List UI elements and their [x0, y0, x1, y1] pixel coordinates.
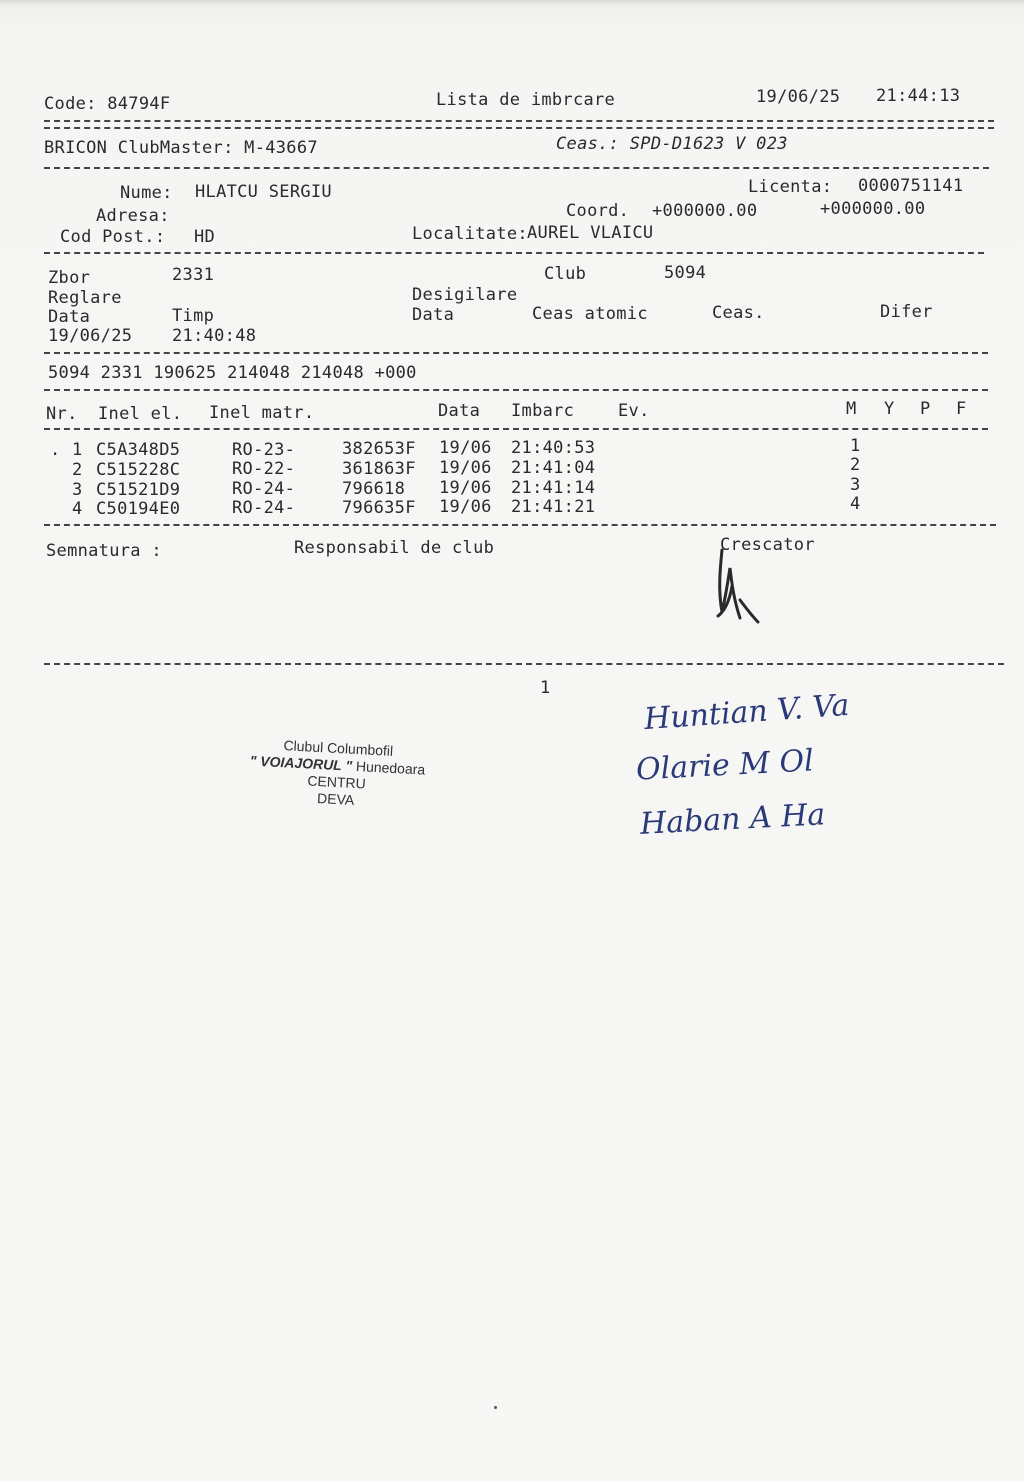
stamp-line-2b: Hunedoara	[355, 757, 426, 778]
clock-id: Ceas.: SPD-D1623 V 023	[556, 134, 788, 154]
data2-label: Data	[412, 305, 455, 325]
row-prefix: .	[50, 440, 61, 460]
divider	[44, 389, 988, 391]
col-y: Y	[884, 399, 895, 419]
stamp-line-3: CENTRU	[307, 772, 367, 792]
row-m: 3	[850, 475, 861, 495]
col-data: Data	[438, 401, 481, 421]
reglare-label: Reglare	[48, 288, 122, 308]
crescator-label: Crescator	[720, 535, 815, 555]
member-name: HLATCU SERGIU	[195, 182, 332, 202]
col-ev: Ev.	[618, 401, 650, 421]
divider	[44, 252, 984, 254]
row-data: 19/06	[439, 497, 492, 517]
code-label: Code: 84794F	[44, 94, 171, 114]
reglare-date: 19/06/25	[48, 326, 133, 346]
stamp-line-4: DEVA	[316, 790, 355, 808]
col-imbarc: Imbarc	[511, 401, 575, 421]
code-line: 5094 2331 190625 214048 214048 +000	[48, 363, 417, 383]
page-number: 1	[540, 678, 551, 698]
club-value: 5094	[664, 263, 707, 283]
zbor-value: 2331	[172, 265, 215, 285]
row-inel-b: 796635F	[342, 498, 416, 518]
locality-value: AUREL VLAICU	[527, 223, 654, 243]
row-data: 19/06	[439, 438, 492, 458]
row-m: 1	[850, 436, 861, 456]
row-nr: 3	[72, 480, 83, 500]
address-label: Adresa:	[96, 206, 170, 226]
difer-label: Difer	[880, 302, 933, 322]
row-inel-el: C50194E0	[96, 499, 181, 519]
row-data: 19/06	[439, 478, 492, 498]
col-inel-matr: Inel matr.	[209, 403, 315, 423]
club-label: Club	[544, 264, 587, 284]
speck	[494, 1406, 497, 1409]
row-inel-a: RO-24-	[232, 498, 296, 518]
club-stamp	[230, 735, 443, 814]
breeder-signature	[700, 540, 780, 630]
row-inel-el: C5A348D5	[96, 440, 181, 460]
divider	[44, 120, 994, 122]
divider	[44, 352, 988, 354]
row-time: 21:41:14	[511, 478, 596, 498]
timp-label: Timp	[172, 306, 215, 326]
row-inel-b: 796618	[342, 479, 406, 499]
semnatura-label: Semnatura :	[46, 541, 162, 561]
row-data: 19/06	[439, 458, 492, 478]
postcode-label: Cod Post.:	[60, 227, 166, 247]
col-f: F	[956, 399, 967, 419]
reglare-time: 21:40:48	[172, 326, 257, 346]
divider	[44, 428, 988, 430]
responsabil-label: Responsabil de club	[294, 538, 495, 558]
coord-y: +000000.00	[820, 199, 926, 219]
row-inel-a: RO-24-	[232, 479, 296, 499]
name-label: Nume:	[120, 183, 173, 203]
divider	[44, 663, 1004, 665]
row-m: 4	[850, 494, 861, 514]
row-inel-a: RO-23-	[232, 440, 296, 460]
system-id: BRICON ClubMaster: M-43667	[44, 138, 318, 158]
coord-x: +000000.00	[652, 201, 758, 221]
col-m: M	[846, 399, 857, 419]
divider	[44, 167, 989, 169]
row-inel-a: RO-22-	[232, 459, 296, 479]
row-time: 21:41:21	[511, 497, 596, 517]
postcode-value: HD	[194, 227, 216, 247]
desigilare-label: Desigilare	[412, 285, 518, 305]
stamp-line-1: Clubul Columbofil	[283, 737, 394, 759]
zbor-label: Zbor	[48, 268, 91, 288]
row-inel-el: C51521D9	[96, 480, 181, 500]
row-inel-b: 361863F	[342, 459, 416, 479]
ceas-label: Ceas.	[712, 303, 765, 323]
licence-label: Licenta:	[748, 177, 833, 197]
row-inel-el: C515228C	[96, 460, 181, 480]
ceas-atomic-label: Ceas atomic	[532, 304, 648, 324]
licence-number: 0000751141	[858, 176, 964, 196]
stamp-line-2: " VOIAJORUL "	[249, 752, 353, 774]
col-nr: Nr.	[46, 404, 78, 424]
row-inel-b: 382653F	[342, 439, 416, 459]
col-inel-el: Inel el.	[98, 404, 183, 424]
divider	[44, 127, 994, 129]
handwritten-line-2: Olarie M Ol	[635, 743, 815, 788]
locality-label: Localitate:	[412, 224, 528, 244]
col-p: P	[920, 399, 931, 419]
handwritten-line-1: Huntian V. Va	[643, 687, 851, 738]
coord-label: Coord.	[566, 201, 630, 221]
row-nr: 1	[72, 440, 83, 460]
print-date: 19/06/25	[756, 87, 841, 107]
print-time: 21:44:13	[876, 86, 961, 106]
data-label: Data	[48, 307, 91, 327]
row-m: 2	[850, 455, 861, 475]
row-time: 21:40:53	[511, 438, 596, 458]
handwritten-line-3: Haban A Ha	[639, 797, 827, 842]
row-nr: 2	[72, 460, 83, 480]
divider	[44, 524, 996, 526]
row-nr: 4	[72, 499, 83, 519]
document-title: Lista de imbrcare	[436, 90, 616, 110]
row-time: 21:41:04	[511, 458, 596, 478]
